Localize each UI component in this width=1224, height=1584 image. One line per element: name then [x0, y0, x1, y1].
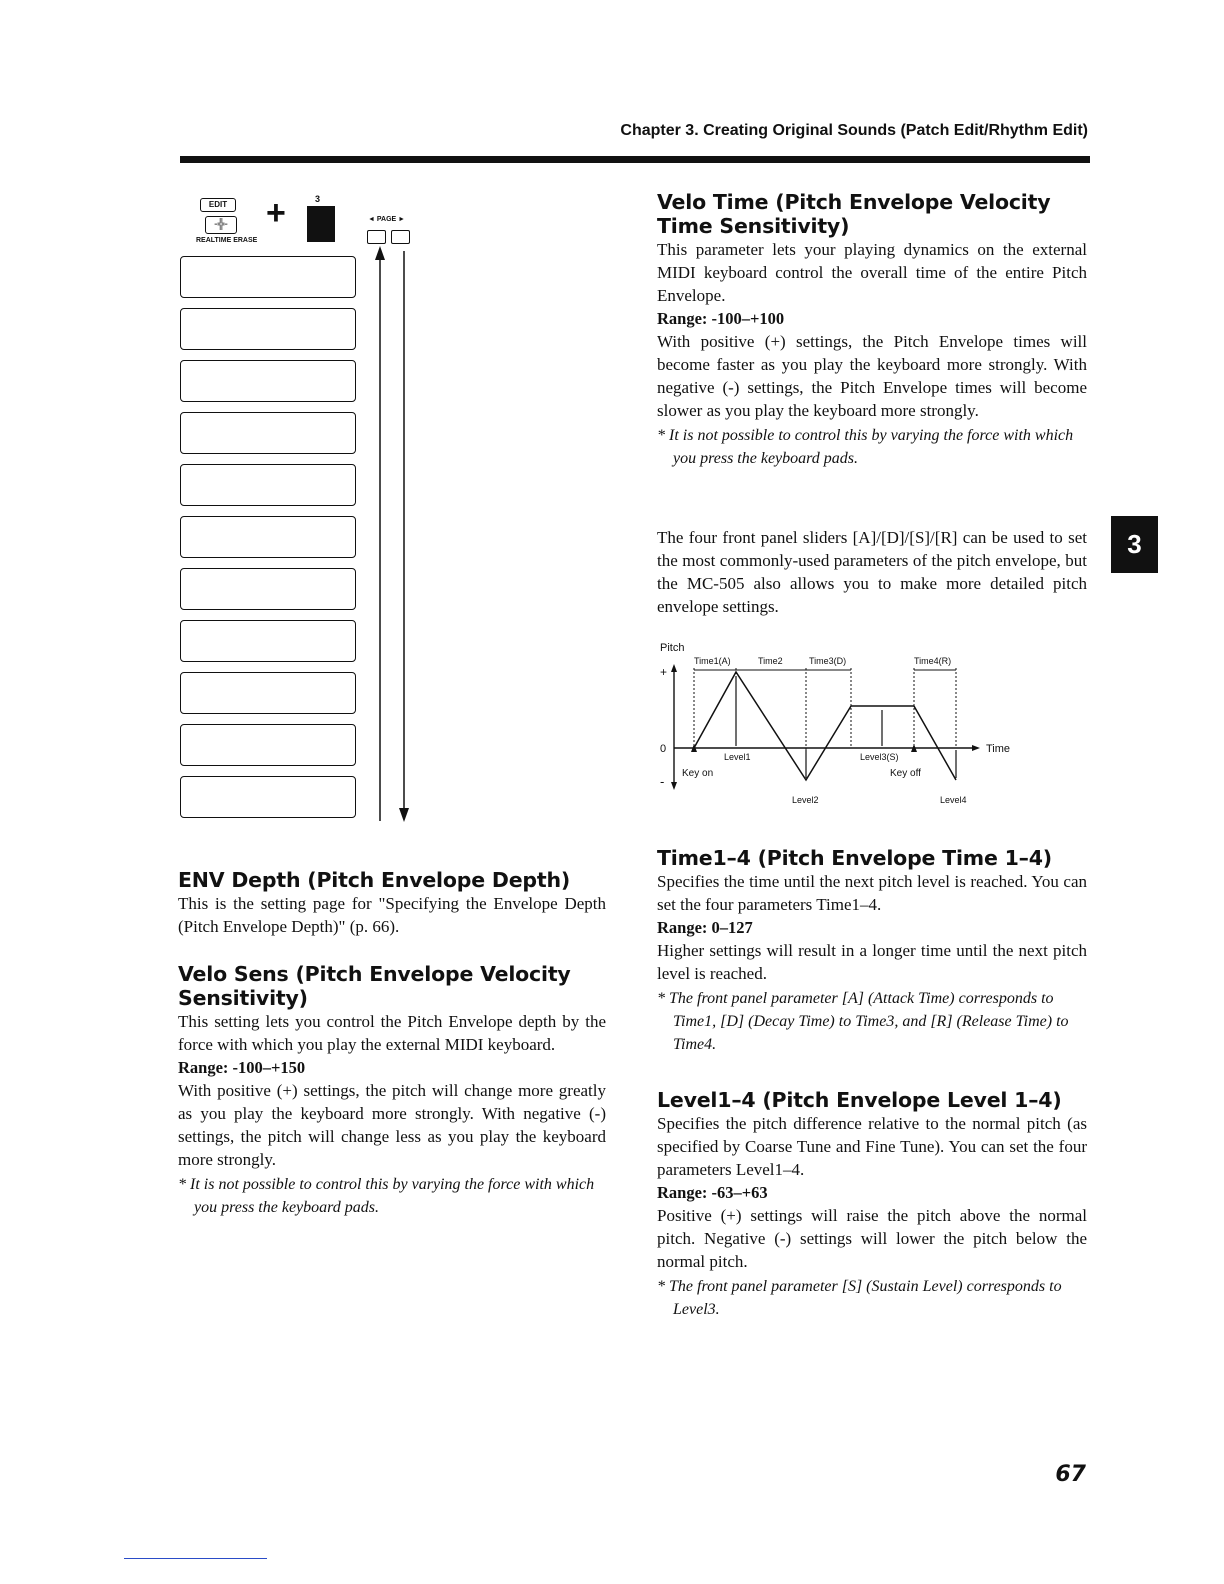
level-range: Range: -63–+63	[657, 1183, 768, 1202]
lcd-screen-time3	[180, 516, 356, 558]
key-on-label: Key on	[682, 768, 714, 779]
level4-label: Level4	[940, 795, 967, 805]
lcd-screen-list	[180, 256, 356, 828]
lcd-screen-time2	[180, 464, 356, 506]
velo-time-body2: With positive (+) settings, the Pitch Envelope times will become faster as you play the keyboard more strongly. With negative (-) settings, the Pitch Envelope times will become slower as you play the keyboard more strongly.	[657, 332, 1087, 420]
velo-time-body: This parameter lets your playing dynamics on the external MIDI keyboard control the overall time of the entire Pitch Envelope.	[657, 240, 1087, 305]
time-body: Specifies the time until the next pitch level is reached. You can set the four parameters Time1–4.	[657, 872, 1087, 914]
time4-label: Time4(R)	[914, 656, 952, 666]
dash-cross-icon: -╬-	[214, 219, 228, 230]
plus-symbol: +	[266, 194, 286, 232]
lcd-line1	[185, 816, 351, 818]
level3-label: Level3(S)	[860, 752, 899, 762]
down-arrow-icon	[399, 808, 409, 822]
lcd-screen-time4	[180, 568, 356, 610]
velo-sens-section	[178, 962, 606, 1219]
velo-sens-note: * It is not possible to control this by varying the force with which you press the keyboard pads.	[178, 1176, 595, 1216]
lcd-line1	[185, 764, 351, 766]
lcd-line1	[185, 608, 351, 610]
time-body2: Higher settings will result in a longer time until the next pitch level is reached.	[657, 941, 1087, 983]
time3-label: Time3(D)	[809, 656, 847, 666]
minus-label: -	[660, 774, 665, 789]
lcd-line1	[185, 660, 351, 662]
lcd-line1	[185, 504, 351, 506]
lcd-line1	[185, 556, 351, 558]
time-heading: Time1–4 (Pitch Envelope Time 1–4)	[657, 846, 1052, 870]
velo-time-note: * It is not possible to control this by varying the force with which you press the keyboard pads.	[657, 427, 1074, 467]
time-axis-label: Time	[986, 743, 1011, 755]
up-arrow-icon	[375, 246, 385, 260]
page-number: 67	[1055, 1462, 1086, 1487]
lcd-line1	[185, 400, 351, 402]
level-body: Specifies the pitch difference relative to the normal pitch (as specified by Coarse Tune and Fine Tune). You can set the four parameters Level1–4.	[657, 1114, 1087, 1179]
footer-line	[124, 1558, 267, 1559]
header-rule	[180, 156, 1090, 163]
lcd-line1	[185, 712, 351, 714]
lcd-screen-time1	[180, 412, 356, 454]
realtime-erase-label: REALTIME ERASE	[196, 237, 258, 244]
lcd-screen-velo-time	[180, 360, 356, 402]
lcd-line1	[185, 348, 351, 350]
chapter-header: Chapter 3. Creating Original Sounds (Patch Edit/Rhythm Edit)	[620, 122, 1088, 139]
button-number: 3	[315, 194, 321, 204]
env-depth-section	[178, 868, 606, 938]
time-note: * The front panel parameter [A] (Attack Time) corresponds to Time1, [D] (Decay Time) to Time3, and [R] (Release Time) to Time4.	[657, 990, 1069, 1053]
pitch-axis-down-arrow	[671, 782, 677, 790]
chapter-tab: 3	[1111, 516, 1158, 573]
time2-label: Time2	[758, 656, 783, 666]
pitch-envelope-diagram	[656, 636, 1036, 812]
lcd-screen-level1	[180, 620, 356, 662]
time-range: Range: 0–127	[657, 918, 753, 937]
lcd-screen-level4	[180, 776, 356, 818]
lcd-line1	[185, 296, 351, 298]
level-body2: Positive (+) settings will raise the pitch above the normal pitch. Negative (-) settings will lower the pitch below the normal pitch.	[657, 1206, 1087, 1271]
level1-label: Level1	[724, 752, 751, 762]
lcd-screen-level3	[180, 724, 356, 766]
velo-sens-heading: Velo Sens (Pitch Envelope Velocity Sensitivity)	[178, 962, 571, 1010]
zero-label: 0	[660, 743, 667, 755]
plus-label: +	[660, 665, 668, 679]
level-section	[657, 1088, 1087, 1321]
time1-label: Time1(A)	[694, 656, 731, 666]
level-note: * The front panel parameter [S] (Sustain Level) corresponds to Level3.	[657, 1278, 1062, 1318]
pitch-axis-up-arrow	[671, 664, 677, 672]
velo-time-range: Range: -100–+100	[657, 309, 785, 328]
lcd-screen-env-depth	[180, 256, 356, 298]
pitch-axis-label: Pitch	[660, 642, 685, 654]
edit-button-label: EDIT	[200, 198, 236, 212]
intro-body: The four front panel sliders [A]/[D]/[S]/[R] can be used to set the most commonly-used parameters of the pitch envelope, but the MC-505 also allows you to make more detailed pitch envelope settings.	[657, 528, 1087, 616]
lcd-line1	[185, 452, 351, 454]
page-label: ◄ PAGE ►	[368, 216, 406, 223]
key-off-label: Key off	[890, 768, 921, 779]
page-right-button	[391, 230, 410, 244]
envelope-curve	[694, 672, 956, 780]
intro-section	[657, 526, 1087, 618]
lcd-screen-velo-sens	[180, 308, 356, 350]
number-button-3	[307, 206, 335, 242]
velo-sens-body: This setting lets you control the Pitch Envelope depth by the force with which you play the external MIDI keyboard.	[178, 1012, 606, 1054]
lcd-screen-level2	[180, 672, 356, 714]
env-depth-body: This is the setting page for "Specifying the Envelope Depth (Pitch Envelope Depth)" (p. 66).	[178, 894, 606, 936]
time-section	[657, 846, 1087, 1056]
velo-sens-body2: With positive (+) settings, the pitch will change more greatly as you play the keyboard more strongly. With negative (-) settings, the pitch will change less as you play the keyboard more strongly.	[178, 1081, 606, 1169]
velo-time-section	[657, 190, 1087, 470]
time-axis-arrow	[972, 745, 980, 751]
level2-label: Level2	[792, 795, 819, 805]
env-depth-heading: ENV Depth (Pitch Envelope Depth)	[178, 868, 571, 892]
level-heading: Level1–4 (Pitch Envelope Level 1–4)	[657, 1088, 1062, 1112]
velo-time-heading: Velo Time (Pitch Envelope Velocity Time Sensitivity)	[657, 190, 1051, 238]
page-left-button	[367, 230, 386, 244]
velo-sens-range: Range: -100–+150	[178, 1058, 306, 1077]
realtime-erase-button	[205, 216, 237, 234]
page-navigation-arrows	[370, 246, 414, 826]
